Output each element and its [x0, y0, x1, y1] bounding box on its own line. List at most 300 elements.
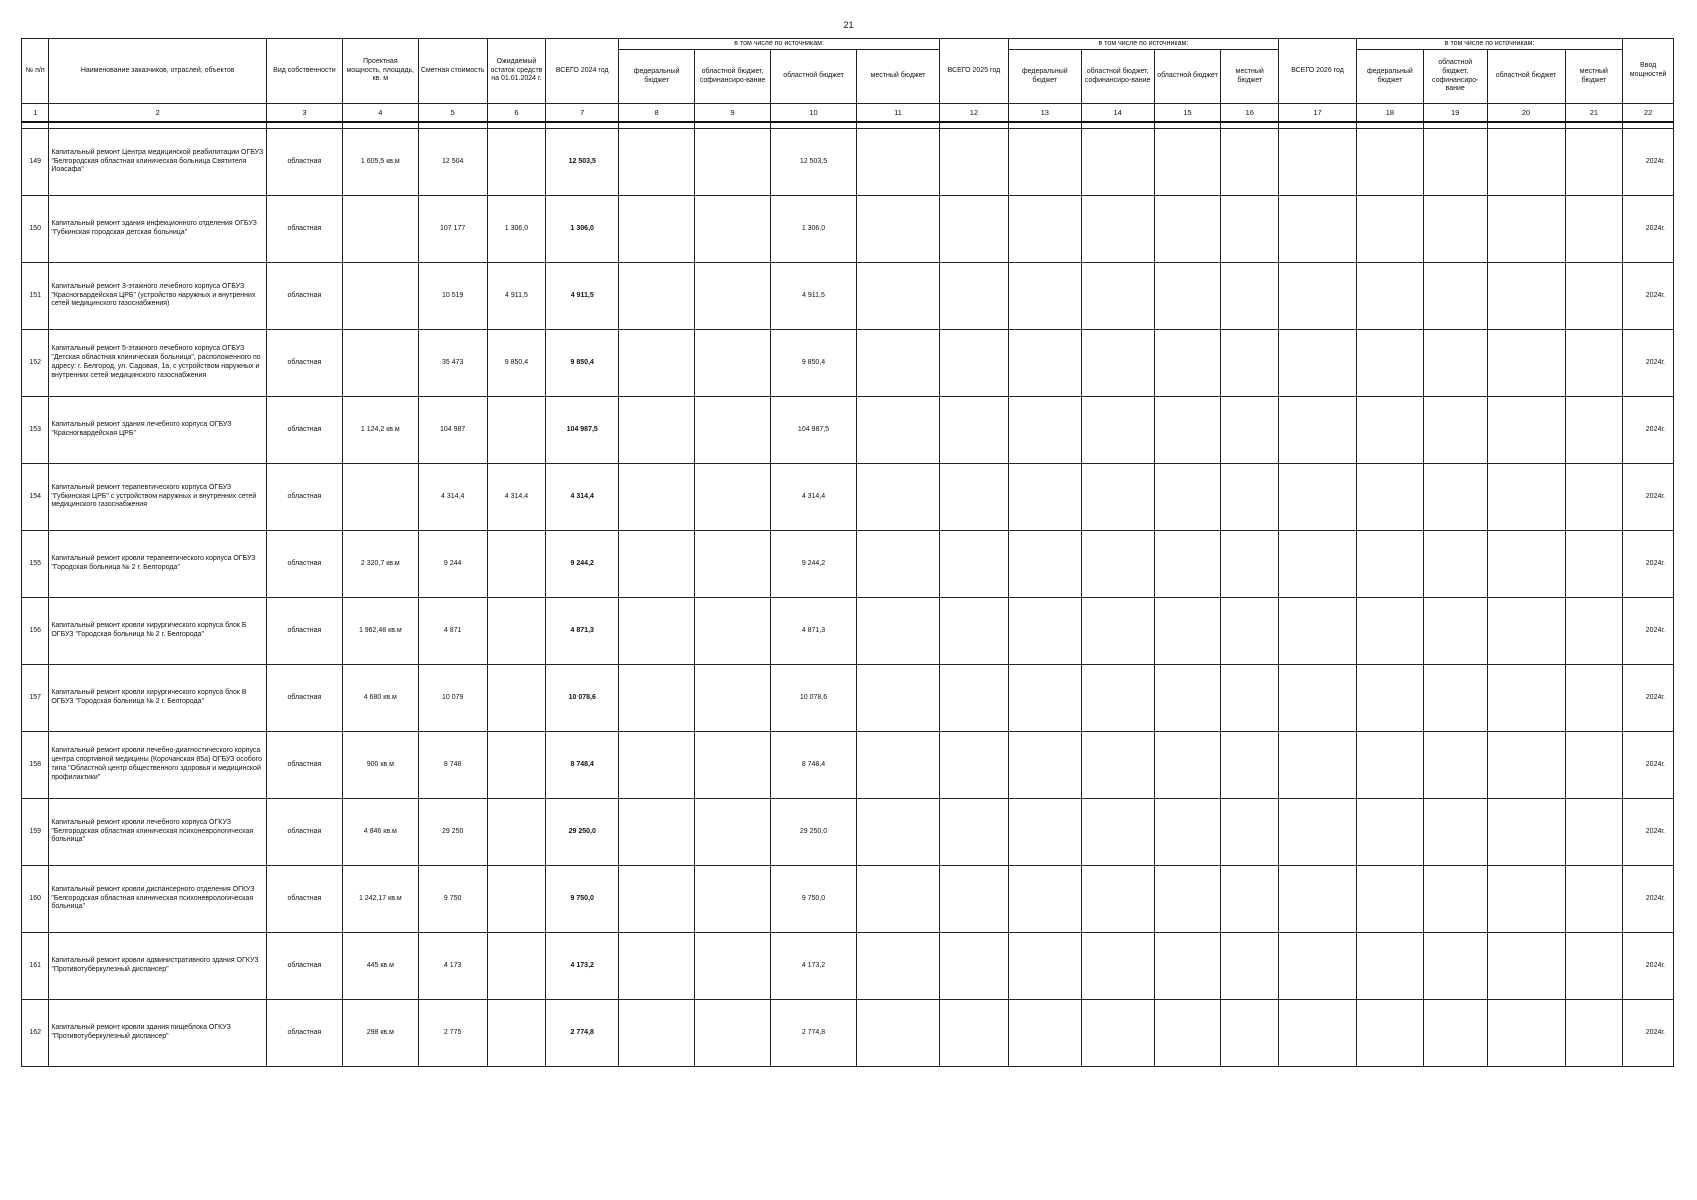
empty-cell	[1081, 464, 1154, 531]
empty-cell	[940, 531, 1009, 598]
row-number: 158	[22, 732, 49, 799]
row-number: 153	[22, 397, 49, 464]
empty-cell	[857, 129, 940, 196]
empty-cell	[619, 1000, 695, 1067]
estimated-cost-cell: 10 079	[418, 665, 487, 732]
empty-cell	[1357, 397, 1424, 464]
empty-cell	[1008, 1000, 1081, 1067]
commission-year-cell: 2024г.	[1623, 598, 1674, 665]
row-number: 157	[22, 665, 49, 732]
object-name: Капитальный ремонт кровли терапевтического корпуса ОГБУЗ "Городская больница № 2 г. Белгорода"	[49, 531, 267, 598]
empty-cell	[695, 732, 771, 799]
empty-cell	[1357, 598, 1424, 665]
row-number: 149	[22, 129, 49, 196]
empty-cell	[1423, 933, 1487, 1000]
empty-cell	[1279, 531, 1357, 598]
regional-budget-cell: 12 503,5	[770, 129, 856, 196]
object-name: Капитальный ремонт кровли хирургического корпуса блок В ОГБУЗ "Городская больница № 2 г. Белгорода"	[49, 665, 267, 732]
column-number: 17	[1279, 104, 1357, 123]
empty-cell	[1357, 531, 1424, 598]
header-cofin: областной бюджет, софинансиро-вание	[1423, 50, 1487, 104]
empty-cell	[1357, 330, 1424, 397]
capacity-cell: 2 320,7 кв.м	[342, 531, 418, 598]
total-2024-cell: 8 748,4	[546, 732, 619, 799]
object-name: Капитальный ремонт кровли диспансерного отделения ОГКУЗ "Белгородская областная клиническая психоневрологическая больница"	[49, 866, 267, 933]
empty-cell	[1357, 196, 1424, 263]
column-number: 10	[770, 104, 856, 123]
total-2024-cell: 9 850,4	[546, 330, 619, 397]
empty-cell	[1279, 129, 1357, 196]
empty-cell	[1154, 799, 1221, 866]
empty-cell	[1008, 933, 1081, 1000]
balance-cell	[487, 933, 546, 1000]
empty-cell	[619, 598, 695, 665]
empty-cell	[1154, 330, 1221, 397]
estimated-cost-cell: 4 173	[418, 933, 487, 1000]
empty-cell	[1154, 196, 1221, 263]
column-number: 6	[487, 104, 546, 123]
column-number: 13	[1008, 104, 1081, 123]
row-number: 155	[22, 531, 49, 598]
empty-cell	[1081, 866, 1154, 933]
empty-cell	[1221, 531, 1279, 598]
empty-cell	[857, 598, 940, 665]
empty-cell	[1008, 531, 1081, 598]
table-row	[22, 598, 1674, 665]
empty-cell	[857, 397, 940, 464]
table-row	[22, 1000, 1674, 1067]
table-row	[22, 397, 1674, 464]
empty-cell	[619, 464, 695, 531]
commission-year-cell: 2024г.	[1623, 196, 1674, 263]
total-2024-cell: 4 911,5	[546, 263, 619, 330]
empty-cell	[1279, 263, 1357, 330]
empty-cell	[1221, 933, 1279, 1000]
regional-budget-cell: 9 244,2	[770, 531, 856, 598]
ownership-cell: областная	[266, 665, 342, 732]
empty-cell	[1154, 665, 1221, 732]
empty-cell	[1081, 933, 1154, 1000]
empty-cell	[1565, 866, 1623, 933]
empty-cell	[1565, 196, 1623, 263]
header-num: № п/п	[22, 39, 49, 104]
row-number: 156	[22, 598, 49, 665]
empty-cell	[940, 397, 1009, 464]
row-number: 151	[22, 263, 49, 330]
empty-cell	[619, 866, 695, 933]
empty-cell	[619, 732, 695, 799]
column-number: 1	[22, 104, 49, 123]
empty-cell	[619, 799, 695, 866]
empty-cell	[1487, 464, 1565, 531]
empty-cell	[1423, 732, 1487, 799]
header-name: Наименование заказчиков, отраслей, объектов	[49, 39, 267, 104]
column-number: 2	[49, 104, 267, 123]
empty-cell	[1221, 665, 1279, 732]
column-number: 9	[695, 104, 771, 123]
header-regional: областной бюджет	[1154, 50, 1221, 104]
estimated-cost-cell: 35 473	[418, 330, 487, 397]
balance-cell	[487, 129, 546, 196]
empty-cell	[1357, 129, 1424, 196]
ownership-cell: областная	[266, 129, 342, 196]
column-number: 18	[1357, 104, 1424, 123]
empty-cell	[1221, 397, 1279, 464]
empty-cell	[695, 933, 771, 1000]
empty-cell	[1357, 464, 1424, 531]
estimated-cost-cell: 2 775	[418, 1000, 487, 1067]
regional-budget-cell: 9 850,4	[770, 330, 856, 397]
header-federal: федеральный бюджет	[619, 50, 695, 104]
empty-cell	[1357, 665, 1424, 732]
empty-cell	[857, 799, 940, 866]
empty-cell	[1008, 464, 1081, 531]
empty-cell	[1221, 598, 1279, 665]
table-row	[22, 799, 1674, 866]
header-cofin: областной бюджет, софинансиро-вание	[695, 50, 771, 104]
empty-cell	[619, 397, 695, 464]
column-number: 19	[1423, 104, 1487, 123]
empty-cell	[1565, 397, 1623, 464]
empty-cell	[1565, 129, 1623, 196]
column-number: 7	[546, 104, 619, 123]
empty-cell	[1081, 129, 1154, 196]
capacity-cell	[342, 330, 418, 397]
empty-cell	[1221, 263, 1279, 330]
table-row	[22, 263, 1674, 330]
empty-cell	[1423, 665, 1487, 732]
empty-cell	[1221, 464, 1279, 531]
object-name: Капитальный ремонт кровли здания пищеблока ОГКУЗ "Противотуберкулезный диспансер"	[49, 1000, 267, 1067]
capacity-cell	[342, 464, 418, 531]
balance-cell: 4 911,5	[487, 263, 546, 330]
empty-cell	[1154, 397, 1221, 464]
empty-cell	[1221, 129, 1279, 196]
row-number: 162	[22, 1000, 49, 1067]
estimated-cost-cell: 9 244	[418, 531, 487, 598]
table-row	[22, 129, 1674, 196]
ownership-cell: областная	[266, 732, 342, 799]
table-body	[22, 104, 1674, 1067]
empty-cell	[1279, 933, 1357, 1000]
empty-cell	[857, 531, 940, 598]
column-number: 16	[1221, 104, 1279, 123]
empty-cell	[695, 464, 771, 531]
empty-cell	[1081, 1000, 1154, 1067]
empty-cell	[619, 196, 695, 263]
regional-budget-cell: 104 987,5	[770, 397, 856, 464]
empty-cell	[1008, 665, 1081, 732]
table-row	[22, 196, 1674, 263]
empty-cell	[1423, 330, 1487, 397]
empty-cell	[857, 1000, 940, 1067]
empty-cell	[1423, 866, 1487, 933]
column-number: 12	[940, 104, 1009, 123]
empty-cell	[1279, 1000, 1357, 1067]
balance-cell	[487, 665, 546, 732]
capacity-cell: 1 605,5 кв.м	[342, 129, 418, 196]
header-local: местный бюджет	[1565, 50, 1623, 104]
balance-cell: 9 850,4	[487, 330, 546, 397]
empty-cell	[619, 665, 695, 732]
balance-cell	[487, 531, 546, 598]
regional-budget-cell: 2 774,8	[770, 1000, 856, 1067]
regional-budget-cell: 8 748,4	[770, 732, 856, 799]
empty-cell	[1423, 196, 1487, 263]
column-number: 20	[1487, 104, 1565, 123]
commission-year-cell: 2024г.	[1623, 263, 1674, 330]
header-sources-2024: в том числе по источникам:	[619, 39, 940, 50]
empty-cell	[1279, 665, 1357, 732]
empty-cell	[1487, 531, 1565, 598]
estimated-cost-cell: 29 250	[418, 799, 487, 866]
ownership-cell: областная	[266, 263, 342, 330]
empty-cell	[1221, 732, 1279, 799]
empty-cell	[1279, 732, 1357, 799]
empty-cell	[1008, 196, 1081, 263]
empty-cell	[1423, 598, 1487, 665]
empty-cell	[1081, 263, 1154, 330]
empty-cell	[695, 799, 771, 866]
commission-year-cell: 2024г.	[1623, 732, 1674, 799]
commission-year-cell: 2024г.	[1623, 665, 1674, 732]
empty-cell	[1154, 933, 1221, 1000]
column-number: 3	[266, 104, 342, 123]
header-cofin: областной бюджет, софинансиро-вание	[1081, 50, 1154, 104]
empty-cell	[1487, 397, 1565, 464]
empty-cell	[1487, 799, 1565, 866]
object-name: Капитальный ремонт 5-этажного лечебного корпуса ОГБУЗ "Детская областная клиническая больница", расположенного по адресу: г. Белгород, ул. Садовая, 1а, с устройством наружных и внутренних сетей медицинского газоснабжения	[49, 330, 267, 397]
row-number: 154	[22, 464, 49, 531]
balance-cell	[487, 1000, 546, 1067]
row-number: 152	[22, 330, 49, 397]
empty-cell	[1487, 1000, 1565, 1067]
empty-cell	[1279, 196, 1357, 263]
commission-year-cell: 2024г.	[1623, 799, 1674, 866]
total-2024-cell: 4 314,4	[546, 464, 619, 531]
empty-cell	[1565, 263, 1623, 330]
empty-cell	[1081, 732, 1154, 799]
commission-year-cell: 2024г.	[1623, 933, 1674, 1000]
empty-cell	[1565, 732, 1623, 799]
empty-cell	[940, 732, 1009, 799]
empty-cell	[695, 196, 771, 263]
total-2024-cell: 12 503,5	[546, 129, 619, 196]
empty-cell	[857, 665, 940, 732]
empty-cell	[1357, 866, 1424, 933]
column-number: 5	[418, 104, 487, 123]
empty-cell	[1008, 598, 1081, 665]
ownership-cell: областная	[266, 598, 342, 665]
empty-cell	[1154, 129, 1221, 196]
regional-budget-cell: 4 173,2	[770, 933, 856, 1000]
empty-cell	[695, 665, 771, 732]
empty-cell	[1008, 263, 1081, 330]
balance-cell	[487, 732, 546, 799]
header-federal: федеральный бюджет	[1357, 50, 1424, 104]
empty-cell	[1487, 933, 1565, 1000]
header-total-2025: ВСЕГО 2025 год	[940, 39, 1009, 104]
empty-cell	[940, 129, 1009, 196]
total-2024-cell: 9 244,2	[546, 531, 619, 598]
column-number: 11	[857, 104, 940, 123]
header-total-2026: ВСЕГО 2026 год	[1279, 39, 1357, 104]
capacity-cell: 298 кв.м	[342, 1000, 418, 1067]
empty-cell	[1279, 799, 1357, 866]
table-row	[22, 933, 1674, 1000]
ownership-cell: областная	[266, 799, 342, 866]
total-2024-cell: 104 987,5	[546, 397, 619, 464]
table-row	[22, 866, 1674, 933]
page-number: 21	[843, 20, 854, 30]
empty-cell	[1081, 397, 1154, 464]
capacity-cell: 4 680 кв.м	[342, 665, 418, 732]
column-number: 22	[1623, 104, 1674, 123]
column-number: 4	[342, 104, 418, 123]
column-number: 15	[1154, 104, 1221, 123]
empty-cell	[1279, 464, 1357, 531]
empty-cell	[1423, 1000, 1487, 1067]
table-row	[22, 531, 1674, 598]
empty-cell	[857, 866, 940, 933]
empty-cell	[1154, 464, 1221, 531]
empty-cell	[1423, 129, 1487, 196]
ownership-cell: областная	[266, 330, 342, 397]
table-row	[22, 732, 1674, 799]
ownership-cell: областная	[266, 397, 342, 464]
estimated-cost-cell: 10 519	[418, 263, 487, 330]
empty-cell	[940, 330, 1009, 397]
empty-cell	[619, 330, 695, 397]
regional-budget-cell: 9 750,0	[770, 866, 856, 933]
empty-cell	[857, 196, 940, 263]
empty-cell	[695, 263, 771, 330]
empty-cell	[1154, 598, 1221, 665]
empty-cell	[1154, 866, 1221, 933]
estimated-cost-cell: 9 750	[418, 866, 487, 933]
empty-cell	[1221, 1000, 1279, 1067]
balance-cell	[487, 799, 546, 866]
empty-cell	[1008, 799, 1081, 866]
empty-cell	[1565, 464, 1623, 531]
empty-cell	[1357, 263, 1424, 330]
empty-cell	[1357, 732, 1424, 799]
regional-budget-cell: 29 250,0	[770, 799, 856, 866]
total-2024-cell: 10 078,6	[546, 665, 619, 732]
empty-cell	[1154, 732, 1221, 799]
empty-cell	[1487, 866, 1565, 933]
empty-cell	[1279, 866, 1357, 933]
commission-year-cell: 2024г.	[1623, 330, 1674, 397]
row-number: 159	[22, 799, 49, 866]
empty-cell	[1081, 799, 1154, 866]
empty-cell	[1565, 799, 1623, 866]
total-2024-cell: 29 250,0	[546, 799, 619, 866]
empty-cell	[1423, 799, 1487, 866]
empty-cell	[619, 531, 695, 598]
empty-cell	[1008, 732, 1081, 799]
empty-cell	[1081, 196, 1154, 263]
empty-cell	[940, 933, 1009, 1000]
empty-cell	[1279, 330, 1357, 397]
balance-cell	[487, 598, 546, 665]
balance-cell	[487, 866, 546, 933]
total-2024-cell: 4 173,2	[546, 933, 619, 1000]
regional-budget-cell: 10 078,6	[770, 665, 856, 732]
empty-cell	[940, 1000, 1009, 1067]
ownership-cell: областная	[266, 866, 342, 933]
column-number: 14	[1081, 104, 1154, 123]
empty-cell	[1221, 799, 1279, 866]
empty-cell	[1487, 196, 1565, 263]
ownership-cell: областная	[266, 531, 342, 598]
empty-cell	[1487, 263, 1565, 330]
capacity-cell: 1 242,17 кв.м	[342, 866, 418, 933]
estimated-cost-cell: 12 504	[418, 129, 487, 196]
empty-cell	[1008, 330, 1081, 397]
estimated-cost-cell: 104 987	[418, 397, 487, 464]
empty-cell	[1487, 732, 1565, 799]
empty-cell	[1357, 1000, 1424, 1067]
header-total-2024: ВСЕГО 2024 год	[546, 39, 619, 104]
object-name: Капитальный ремонт кровли административного здания ОГКУЗ "Противотуберкулезный диспансер"	[49, 933, 267, 1000]
balance-cell: 1 306,0	[487, 196, 546, 263]
empty-cell	[695, 866, 771, 933]
header-regional: областной бюджет	[770, 50, 856, 104]
empty-cell	[1154, 531, 1221, 598]
empty-cell	[1487, 665, 1565, 732]
commission-year-cell: 2024г.	[1623, 1000, 1674, 1067]
commission-year-cell: 2024г.	[1623, 531, 1674, 598]
empty-cell	[940, 196, 1009, 263]
estimated-cost-cell: 8 748	[418, 732, 487, 799]
empty-cell	[1081, 598, 1154, 665]
header-local: местный бюджет	[857, 50, 940, 104]
empty-cell	[1081, 665, 1154, 732]
header-ownership: Вид собственности	[266, 39, 342, 104]
empty-cell	[1423, 531, 1487, 598]
empty-cell	[940, 598, 1009, 665]
balance-cell	[487, 397, 546, 464]
capacity-cell	[342, 196, 418, 263]
empty-cell	[857, 464, 940, 531]
header-federal: федеральный бюджет	[1008, 50, 1081, 104]
ownership-cell: областная	[266, 464, 342, 531]
empty-cell	[1008, 129, 1081, 196]
regional-budget-cell: 4 314,4	[770, 464, 856, 531]
empty-cell	[695, 598, 771, 665]
empty-cell	[940, 665, 1009, 732]
table-row	[22, 464, 1674, 531]
empty-cell	[1487, 598, 1565, 665]
empty-cell	[857, 263, 940, 330]
empty-cell	[1357, 933, 1424, 1000]
object-name: Капитальный ремонт кровли лечебного корпуса ОГКУЗ "Белгородская областная клиническая психоневрологическая больница"	[49, 799, 267, 866]
commission-year-cell: 2024г.	[1623, 866, 1674, 933]
empty-cell	[857, 732, 940, 799]
header-commission: Ввод мощностей	[1623, 39, 1674, 104]
column-number-row	[22, 104, 1674, 123]
estimated-cost-cell: 107 177	[418, 196, 487, 263]
empty-cell	[857, 330, 940, 397]
column-number: 21	[1565, 104, 1623, 123]
ownership-cell: областная	[266, 933, 342, 1000]
capacity-cell: 4 846 кв.м	[342, 799, 418, 866]
investment-table	[21, 38, 1674, 1067]
empty-cell	[940, 464, 1009, 531]
empty-cell	[1081, 531, 1154, 598]
empty-cell	[1357, 799, 1424, 866]
